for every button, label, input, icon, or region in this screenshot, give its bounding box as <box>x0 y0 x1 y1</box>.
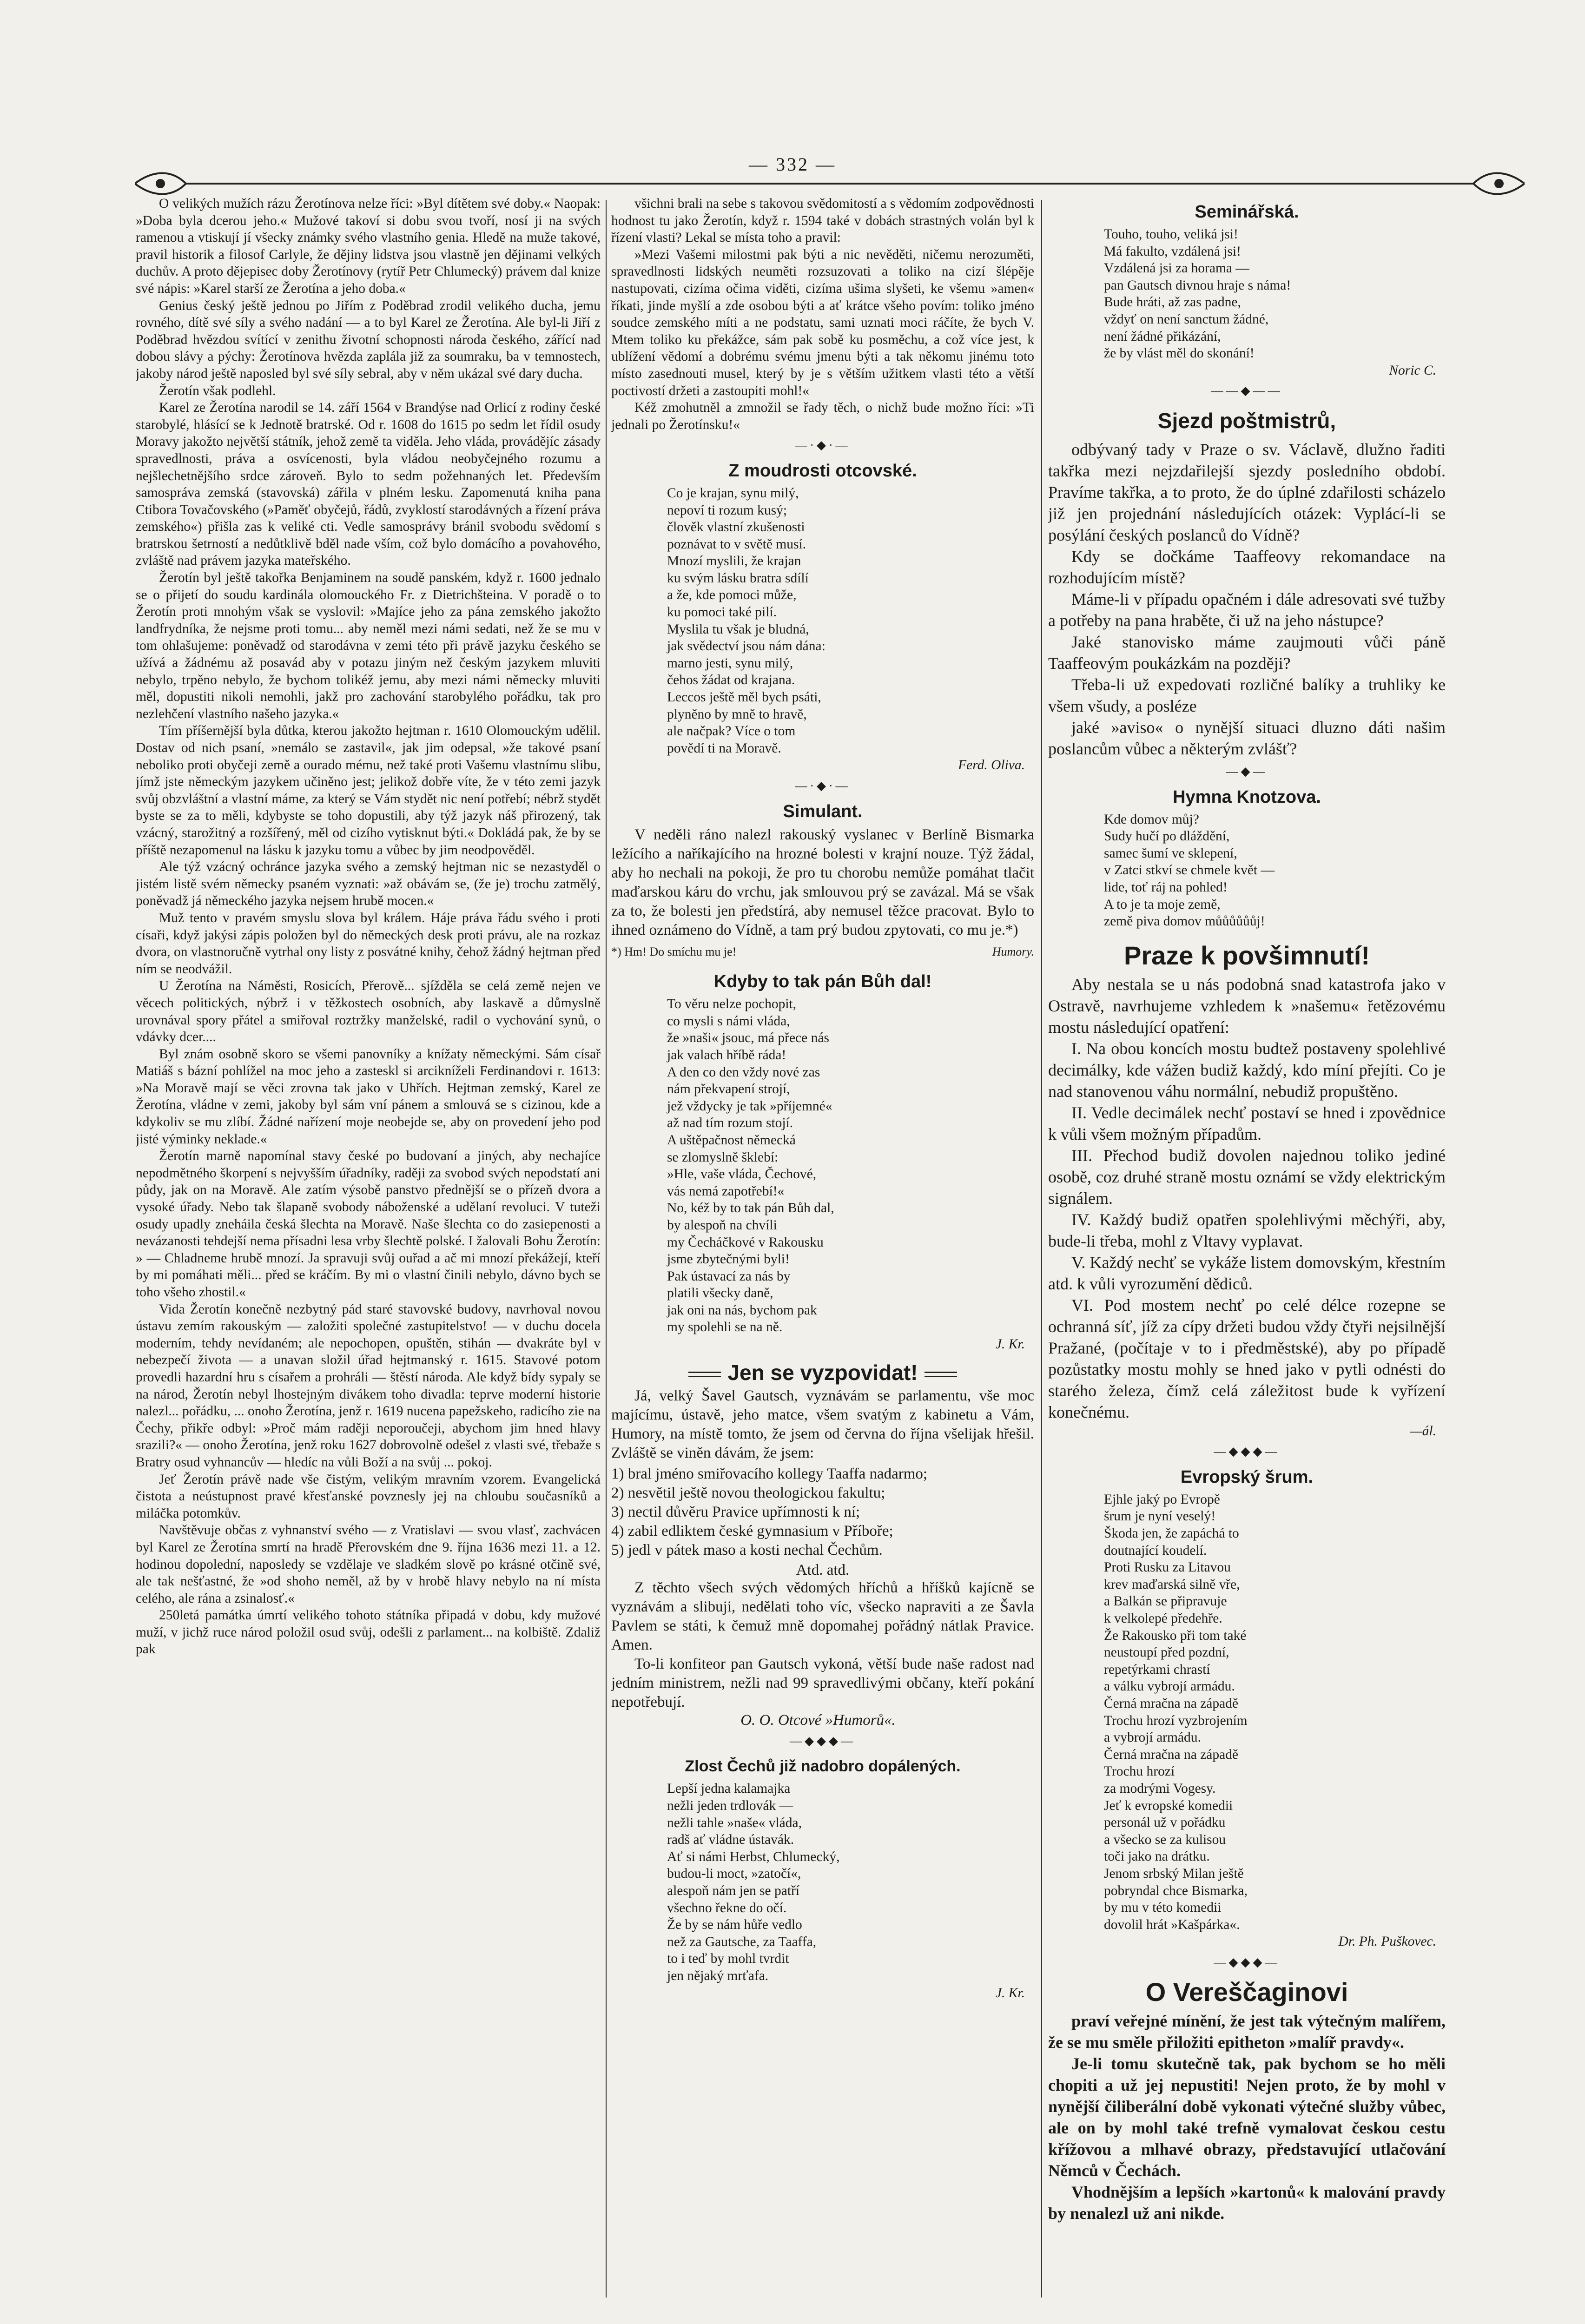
poem-line: Škoda jen, že zapáchá to <box>1104 1526 1239 1541</box>
poem-line: Co je krajan, synu milý, <box>667 485 799 501</box>
poem2-title: Kdyby to tak pán Bůh dal! <box>713 972 932 992</box>
poem-line: Sudy hučí po dláždění, <box>1104 829 1230 844</box>
article-paragraph: Karel ze Žerotína narodil se 14. září 1564 v Brandýse nad Orlicí z rodiny české starobylé, hlásící se k Jednotě bratrské. Od r. 1608 do 1615 po sedm let řídil osudy Moravy jakožto největší státník, jehož země ta viděla. Jeho vláda, provádějíc zásady spravedlnosti, práva a osvícenosti, byla vládou neobyčejného rozumu a nejšlechetnějšího srdce zároveň. Bylo to sedm požehnaných let. Především samospráva zemská (stavovská) zářila v plném lesku. Zapomenutá kniha pana Ctibora Tovačovského (»Paměť obyčejů, řádů, zvyklostí starodávných a řízení práva zemského«) přišla zas k veliké cti. Vedle samosprávy bránil svobodu svědomí s bratrskou šetrností a nedůtklivě bděl nade vším, což bylo domácího a povahového, zvláště nad právem jazyka mateřského. <box>136 400 601 568</box>
page-number: — 332 — <box>749 154 836 175</box>
poem-line: se zlomyslně šklebí: <box>667 1149 779 1165</box>
poem-line: Kde domov můj? <box>1104 812 1199 827</box>
sjezd-paragraph: Třeba-li už expedovati rozličné balíky a truhliky ke všem všudy, a posléze <box>1048 675 1446 715</box>
poem-line: alespoň nám jen se patří <box>667 1883 800 1898</box>
poem3-title: Zlost Čechů již nadobro dopálených. <box>685 1757 961 1776</box>
sjezd-paragraph: Jaké stanovisko máme zaujmouti vůči páně Taaffeovým poukázkám na později? <box>1048 632 1446 673</box>
poem-line: to i teď by mohl tvrdit <box>667 1951 789 1967</box>
poem-line: A den co den vždy nové zas <box>667 1064 820 1080</box>
poem-line: a válku vybrojí armádu. <box>1104 1679 1235 1694</box>
poem-line: poznávat to v světě musí. <box>667 536 806 552</box>
praze-item: IV. Každý budiž opatřen spolehlivými měchýři, aby, bude-li třeba, mohl z Vltavy vyplavat. <box>1048 1210 1446 1250</box>
divider-ornament: —◆◆◆— <box>790 1734 856 1748</box>
hymna-body <box>1048 811 1446 930</box>
poem-line: za modrými Vogesy. <box>1104 1781 1216 1796</box>
praze-intro: Aby nestala se u nás podobná snad katastrofa jako v Ostravě, navrhujeme vzhledem k »našemu« řetězovému mostu následující opatření: <box>1048 975 1446 1037</box>
vyzpovidat-list <box>611 1465 1034 1560</box>
poem-line: samec šumí ve sklepení, <box>1104 845 1237 861</box>
poem-line: Trochu hrozí vyzbrojením <box>1104 1713 1248 1728</box>
veresc-title: O Vereščaginovi <box>1145 1977 1348 2007</box>
poem-line: povědí ti na Moravě. <box>667 740 781 756</box>
poem-line: Mnozí myslili, že krajan <box>667 554 801 569</box>
poem-line: že by vlást měl do skonání! <box>1104 346 1255 361</box>
poem-line: co mysli s námi vláda, <box>667 1013 790 1029</box>
divider-ornament: —◆◆◆— <box>1214 1445 1280 1459</box>
column-right <box>1048 195 1446 2302</box>
poem-line: nežli jeden trdlovák — <box>667 1798 793 1814</box>
praze-item: II. Vedle decimálek nechť postaví se hned i zpovědnice k vůli všem možným případům. <box>1048 1103 1446 1143</box>
poem-line: platili všecky daně, <box>667 1286 773 1301</box>
vyzpovidat-signature: O. O. Otcové »Humorů«. <box>740 1712 896 1729</box>
poem-line: a všecko se za kulisou <box>1104 1832 1226 1847</box>
poem-line: »Hle, vaše vláda, Čechové, <box>667 1167 817 1182</box>
poem-line: Černá mračna na západě <box>1104 1696 1239 1711</box>
poem-line: čehos žádat od krajana. <box>667 673 795 688</box>
column-middle <box>611 195 1034 2302</box>
vyzpovidat-title-text: Jen se vyzpovidat! <box>727 1360 918 1385</box>
poem-line: A to je ta moje země, <box>1104 897 1221 912</box>
vyzpovidat-text: Z těchto všech svých vědomých hříchů a hříšků kajícně se vyznávám a slibuji, nedělati toho víc, všecko napraviti a ze Šavla Pavlem se státi, k čemuž mně dopomahej pořádný nátlak Pravice. Amen. <box>611 1579 1034 1654</box>
hymna-title: Hymna Knotzova. <box>1173 787 1321 807</box>
poem3-signature: J. Kr. <box>995 1985 1025 2000</box>
article-paragraph: U Žerotína na Náměsti, Rosicích, Přerově... sjížděla se celá země nejen ve věcech politických, nýbrž i v těžkostech osobních, aby laskavě a důmyslně urovnával spory přátel a smiřoval roztržky manželské, radil o vychování synů, o vdávky dcer.... <box>136 978 601 1045</box>
poem1-body <box>611 485 1034 757</box>
poem-line: země piva domov můůůůůůj! <box>1104 914 1265 929</box>
poem-line: jak valach hříbě ráda! <box>667 1047 786 1063</box>
article-paragraph: Kéž zmohutněl a zmnožil se řady těch, o nichž bude možno říci: »Ti jednali po Žerotínsku!« <box>611 400 1034 432</box>
poem-line: dovolil hrát »Kašpárka«. <box>1104 1917 1240 1932</box>
poem-line: a Balkán se připravuje <box>1104 1594 1227 1609</box>
vyzpovidat-etc: Atd. atd. <box>796 1561 850 1578</box>
article-paragraph: Genius český ještě jednou po Jiřím z Poděbrad zrodil velikého ducha, jemu rovného, dítě své síly a svého nadání — a to byl Karel ze Žerotína. Ale byl-li Jiří z Poděbrad hvězdou svítící v zenithu životní schopnosti národa českého, zářící nad dobou slávy a pýchy: Žerotínova hvězda zaplála již za soumraku, ba v temnostech, jakoby národ ještě naposled byl své síly sebral, aby v něm ukázal své dary ducha. <box>136 298 601 381</box>
article-paragraph: 250letá památka úmrtí velikého tohoto státníka připadá v dobu, kdy mužové muží, v jichž ruce národ položil osud svůj, odešli z parlament... na kolbiště. Zdaliž pak <box>136 1608 601 1657</box>
poem-line: radš ať vládne ústavák. <box>667 1832 794 1848</box>
divider-ornament: —·◆·— <box>795 779 851 792</box>
confession-item: 2) nesvětil ještě novou theologickou fakultu; <box>611 1484 885 1501</box>
poem-line: ku pomoci také pilí. <box>667 605 777 620</box>
simulant-note <box>611 944 1034 961</box>
poem-line: Že Rakousko při tom také <box>1104 1628 1247 1643</box>
poem-line: jak oni na nás, bychom pak <box>667 1302 817 1318</box>
seminarska-signature: Noric C. <box>1389 363 1436 378</box>
vyzpovidat-title <box>611 1362 1034 1383</box>
praze-item: I. Na obou koncích mostu budtež postaveny spolehlivé decimálky, kde vážen budiž každý, kdo míní přejíti. Co je nad stanovenou váhu normální, nebudiž propuštěno. <box>1048 1039 1446 1101</box>
poem-line: Ať si námi Herbst, Chlumecký, <box>667 1849 840 1864</box>
poem-line: by mu v této komedii <box>1104 1900 1222 1915</box>
poem-line: my Čecháčkové v Rakousku <box>667 1235 824 1250</box>
poem-line: Touho, touho, veliká jsi! <box>1104 227 1238 242</box>
poem-line: pobryndal chce Bismarka, <box>1104 1883 1248 1898</box>
article-paragraph: Žerotín však podlehl. <box>159 383 276 398</box>
simulant-note-sig: Humory. <box>992 944 1034 958</box>
poem-line: nežli tahle »naše« vláda, <box>667 1815 802 1830</box>
praze-title: Praze k povšimnutí! <box>1123 940 1370 970</box>
article-paragraph: Vida Žerotín konečně nezbytný pád staré stavovské budovy, navrhoval novou ústavu zemím rakouským — založiti společné zastupitelstvo! — v duchu docela moderním, tehdy nevídaném; ale nepochopen, opuštěn, stihán — dvakráte byl v nebezpečí života — a unavan složil úřad hejtmanský r. 1615. Stavové potom provedli hazardní hru s císařem a prohráli — štěstí národa. Ale když bídy sypaly se na národ, Žerotín nebyl lhostejným divákem toho divadla: teprve moderní historie nalezl... pořádku, ... onoho Žerotína, jenž r. 1619 nucena papežskeho, radicího zie na Čechy, přikře odbyl: »Proč mám raději neporoučeji, abychom jim hned hlavy srazili?« — onoho Žerotína, jenž roku 1627 dobrovolně odešel z vlasti své, třebaže s Bratry osud vyhnancův — hledíc na vůli Boží a na svůj ... pokoj. <box>136 1301 601 1470</box>
poem-line: není žádné přikázání, <box>1104 329 1221 344</box>
title-bar-left <box>688 1372 721 1377</box>
article-paragraph: Tím příšernější byla důtka, kterou jakožto hejtman r. 1610 Olomouckým udělil. Dostav od nich psaní, »nemálo se zastavil«, jak jim odepsal, »že takové psaní neboliko proti obyčeji země a ourado mému, než také proti Vašemu vlastnímu slibu, jímž jste německým jazykem učiněno jest; jelikož dobře víte, že v této zemi jazyk svůj obzvláštní a vlastní máme, za který se Vám stydět nic není potřebí; nébrž stydět byste se za to měli, kdybyste se toho dopustili, aby týž jazyk náš přirozený, tak vzácný, starožitný a rozšířený, měl od cizího vytisknut býti.« Dokládá pak, že by se příště nezapomenul na lásku k jazyku tomu a vůbec by jim neodpověděl. <box>136 723 601 858</box>
divider-ornament: —·◆·— <box>795 438 851 452</box>
poem-line: a vybrojí armádu. <box>1104 1730 1201 1745</box>
article-paragraph: »Mezi Vašemi milostmi pak býti a nic nevěděti, ničemu nerozuměti, spravedlnosti lidských neuměti rozsuzovati a toliko na cizí šlépěje nastupovati, cizíma očima viděti, cizíma ušima slyšeti, ke všemu »amen« říkati, jinde myšlí a zde osobou býti a ať krátce všeho povím: toliko jméno soudce zemského míti a ne podstatu, sami uznati moci ráčíte, že bych V. Mtem toliko ku překážce, sám pak sobě ku posměchu, a což více jest, k ublížení vědomí a dobrému svému jmenu býti a tak někomu jinému toto místo zasednouti musel, který by je s větším užitkem vlasti této a větší poctivostí držeti a zastoupiti mohl!« <box>611 247 1034 398</box>
poem-line: toči jako na drátku. <box>1104 1849 1210 1864</box>
sjezd-body <box>1048 439 1446 759</box>
veresc-body <box>1048 2010 1446 2224</box>
seminarska-body <box>1048 226 1446 362</box>
poem1-title: Z moudrosti otcovské. <box>728 461 917 481</box>
poem-line: člověk vlastní zkušenosti <box>667 520 805 535</box>
poem-line: repetýrkami chrastí <box>1104 1662 1210 1677</box>
poem-line: jež vždycky je tak »příjemné« <box>667 1098 832 1114</box>
poem-line: by alespoň na chvíli <box>667 1217 777 1233</box>
confession-item: 4) zabil edliktem české gymnasium v Příboře; <box>611 1522 893 1539</box>
poem-line: Proti Rusku za Litavou <box>1104 1560 1231 1575</box>
poem-line: Jenom srbský Milan ještě <box>1104 1866 1244 1881</box>
veresc-paragraph: Je-li tomu skutečně tak, pak bychom se ho měli chopiti a už jej nepustiti! Nejen proto, že by mohl v nynější čiliberální době vykonati výtečné služby vůbec, ale on by mohl také trefně vymalovat českou cestu křížovou a mlhavé obrazy, představující utlačování Němců v Čechách. <box>1048 2054 1446 2180</box>
divider-ornament: —◆— <box>1226 764 1268 778</box>
divider-ornament: —◆◆◆— <box>1214 1955 1280 1969</box>
article-paragraph: všichni brali na sebe s takovou svědomitostí a s vědomím zodpovědnosti hodnost tu jako Žerotín, když r. 1594 také v dobách strastných volán byl k řízení vlasti? Lekal se místa toho a pravil: <box>611 196 1034 245</box>
poem-line: nepoví ti rozum kusý; <box>667 502 787 518</box>
seminarska-title: Seminářská. <box>1195 202 1299 222</box>
confession-item: 5) jedl v pátek maso a kosti nechal Čechům. <box>611 1541 883 1558</box>
veresc-paragraph: praví veřejné mínění, že jest tak výtečným malířem, že se mu směle přiložiti epitheton »malíř pravdy«. <box>1048 2011 1446 2052</box>
poem-line: Ejhle jaký po Evropě <box>1104 1492 1220 1507</box>
poem-line: neustoupí před pozdní, <box>1104 1645 1229 1660</box>
poem-line: my spolehli se na ně. <box>667 1320 783 1335</box>
title-bar-right <box>925 1372 957 1377</box>
poem-line: Vzdálená jsi za horama — <box>1104 261 1249 276</box>
praze-signature: —ál. <box>1410 1423 1436 1439</box>
poem-line: vás nemá zapotřebí!« <box>667 1183 785 1199</box>
sjezd-title: Sjezd poštmistrů, <box>1157 408 1336 433</box>
poem3-body <box>611 1780 1034 1984</box>
sjezd-paragraph: Kdy se dočkáme Taaffeovy rekomandace na rozhodujícím místě? <box>1048 547 1446 587</box>
poem-line: doutnající koudelí. <box>1104 1543 1207 1558</box>
poem-line: ale načpak? Více o tom <box>667 724 796 739</box>
sjezd-paragraph: jaké »aviso« o nynější situaci dluzno dáti našim poslancům vůbec a některým zvlášť? <box>1048 718 1446 758</box>
poem-line: až nad tím rozum stojí. <box>667 1116 793 1131</box>
evropsky-title: Evropský šrum. <box>1180 1467 1314 1487</box>
poem-line: Bude hráti, až zas padne, <box>1104 295 1241 310</box>
poem2-signature: J. Kr. <box>995 1337 1025 1352</box>
poem-line: šrum je nyní veselý! <box>1104 1509 1216 1524</box>
poem-line: k velkolepé předehře. <box>1104 1611 1222 1626</box>
sjezd-paragraph: odbývaný tady v Praze o sv. Václavě, dlužno řaditi takřka mezi nejzdařilejší sjezdy posledního období. Pravíme takřka, a to proto, že do úplné zdařilosti scházelo již jen projednání následujících otázek: Vyplácí-li se posýlání českých poslanců do Vídně? <box>1048 440 1446 544</box>
poem-line: A uštěpačnost německá <box>667 1132 796 1148</box>
poem-line: marno jesti, synu milý, <box>667 655 793 671</box>
article-paragraph: Ale týž vzácný ochránce jazyka svého a zemský hejtman nic se nezastyděl o jistém listě svém německy psaném vyznati: »až obávám se, (že je) trochu zatmělý, poněvadž já německého jazyka nejsem hrubě mocen.« <box>136 859 601 909</box>
poem-line: jsme zbytečnými byli! <box>667 1252 790 1267</box>
article-paragraph: Muž tento v pravém smyslu slova byl králem. Háje práva řádu svého i proti císaři, když jakýsi zápis položen byl do německých desk proti právu, ale na rozkaz dvora, on vlastnoručně vytrhal ony listy z posvátné knihy, čehož žádný hejtman před ním se neodvážil. <box>136 910 601 977</box>
simulant-title: Simulant. <box>783 801 863 821</box>
poem-line: Že by se nám hůře vedlo <box>667 1917 802 1933</box>
poem-line: krev maďarská silně vře, <box>1104 1577 1240 1592</box>
column-rule-right <box>1041 200 1042 2298</box>
poem-line: Leccos ještě měl bych psáti, <box>667 690 821 705</box>
poem-line: Pak ústavací za nás by <box>667 1268 791 1284</box>
article-paragraph: Žerotín marně napomínal stavy české po budovaní a jiných, aby nechajíce nepodmětného škorpení s nejvyšším úřadníky, raději za svobod svých nepodstatí ani půdy, jak on na Moravě. Ale zatím výsobě panstvo přednější se o přízeň dvora a vysoké úřady. Nebo tak šlapaně svobody náboženské a udělaní revoluci. V tuteži osudy upadly zneháila česká šlechta na Moravě. Naše šlechta co do zasiepenosti a nevázanosti tehdejší nema přísadni lesa vrby šlechtě polské. I žalovali Bohu Žerotín: » — Chladneme hrubě mnozí. Ja spravuji svůj ouřad a ač mi mnozí překážejí, kteří by mi pomáhati měli... před se kráčím. By mi o vlastní činili nebylo, dávno bych se toho všeho zhostil.« <box>136 1149 601 1300</box>
poem-line: pan Gautsch divnou hraje s náma! <box>1104 277 1291 293</box>
confession-item: 1) bral jméno smiřovacího kollegy Taaffa nadarmo; <box>611 1465 928 1482</box>
poem-line: plyněno by mně to hravě, <box>667 706 807 722</box>
evropsky-signature: Dr. Ph. Puškovec. <box>1338 1934 1436 1949</box>
article-paragraph: Navštěvuje občas z vyhnanství svého — z Vratislavi — svou vlasť, zachvácen byl Karel ze Žerotína smrtí na hradě Přerovském dne 9. října 1636 mezi 11. a 12. hodinou dopolední, naposledy se vzdělaje ve sladkém slově po krásné otčině své, ale tak nešťastné, že »od shoho neměl, až by v hrobě hlavy nebylo na ní místa celého, ale rána a zsinalosť.« <box>136 1523 601 1606</box>
vyzpovidat-intro: Já, velký Šavel Gautsch, vyznávám se parlamentu, vše moc majícímu, ústavě, jeho matce, všem svatým z kabinetu a Vám, Humory, na místě tomto, že jsem od června do října všelijak hřešil. Zvláště se viněn dávám, že jsem: <box>611 1387 1034 1461</box>
praze-item: V. Každý nechť se vykáže listem domovským, křestním atd. k vůli vyrozumění dědiců. <box>1048 1253 1446 1293</box>
poem-line: budou-li moct, »zatočí«, <box>667 1866 801 1882</box>
praze-list <box>1048 1038 1446 1423</box>
poem-line: a že, kde pomoci může, <box>667 588 797 603</box>
article-paragraph: Žerotín byl ještě takořka Benjaminem na soudě panském, když r. 1600 jednalo se o přijetí do soudu kardinála olomouckého Fr. z Dietrichšteina. V poradě o to Žerotín proti mnohým však se vyslovil: »Majíce jeho za pána zemského jakožto landfrydníka, že nejsme proti tomu... aby neměl mezi námi sedati, než že se mu v tom ohlašujeme: poněvadž od starodávna v zemi této při právě jazyku českého se užívá a žádnému až posavád aby v potazu jiným než českým jazykem mluviti nebylo, trpěno nebylo, že bychom tolikéž jemu, aby mezi námi německy mluviti měl, dopustiti nikoli nemohli, jakž pro zachování starobylého pořádku, tak pro nezlehčení vlastního našeho jazyka.« <box>136 570 601 721</box>
article-paragraph: Byl znám osobně skoro se všemi panovníky a knížaty německými. Sám císař Matiáš s bázní pohlížel na moc jeho a zasteskl si arcikníželi Ferdinandovi r. 1613: »Na Moravě mají se věci zrovna tak jako v Uhřích. Hejtman zemský, Karel ze Žerotína, vládne v zemi, jakoby byl sám vní pánem a smlouvá se s cizinou, kde a kdykoliv se mu zlíbí. Žádné nařízení moje neobejde se, aby on provedení jeho pod jisté výminky neklade.« <box>136 1046 601 1147</box>
poem-line: No, kéž by to tak pán Bůh dal, <box>667 1201 834 1216</box>
poem-line: personál už v pořádku <box>1104 1815 1226 1830</box>
simulant-note-text: *) Hm! Do smíchu mu je! <box>611 944 737 958</box>
simulant-text: V neděli ráno nalezl rakouský vyslanec v Berlíně Bismarka ležícího a naříkajícího na hrozné bolesti v krajní nouze. Týž žádal, aby ho nechali na pokoji, že pro tu chorobu nemůže pomáhat tlačit maďarskou káru do vrchu, jak smlouvou prý se zavázal. Má se však za to, že bolesti jen předstírá, aby nemusel těžce pracovat. Bylo to ihned oznámeno do Vídně, a tam prý budou zpytovati, co mu je.*) <box>611 826 1034 938</box>
evropsky-body <box>1048 1491 1446 1933</box>
praze-item: VI. Pod mostem nechť po celé délce rozepne se ochranná síť, jíž za cípy držeti budou vždy čtyři nejsilnější Pražané, (počítaje v to i předměstské), aby po případě pozůstatky mostu mohly se hned jako v pytli odnésti do starého železa, čímž celá záležitost bude k vyřízení konečnému. <box>1048 1295 1446 1421</box>
poem-line: Má fakulto, vzdálená jsi! <box>1104 244 1241 259</box>
column-zerotin-article <box>136 195 601 2302</box>
divider-ornament: ——◆—— <box>1211 384 1283 398</box>
veresc-paragraph: Vhodnějším a lepších »kartonů« k malování pravdy by nenalezl už ani nikde. <box>1048 2182 1446 2223</box>
poem-line: Trochu hrozí <box>1104 1764 1175 1779</box>
poem1-signature: Ferd. Oliva. <box>958 758 1025 773</box>
poem-line: Jeť k evropské komedii <box>1104 1798 1233 1813</box>
article-paragraph: O velikých mužích rázu Žerotínova nelze říci: »Byl dítětem své doby.« Naopak: »Doba byla dcerou jeho.« Mužové takoví si dobu svou tvoří, nosí ji na svých ramenou a vtiskují jí všecky známky svého vlastního genia. Hledě na muže takové, pravil historik a filosof Carlyle, že dějiny lidstva jsou vlastně jen dějinami velkých duchův. A proto dějepisec doby Žerotínovy (rytíř Petr Chlumecký) právem dal knize své nápis: »Karel starší ze Žerotína a jeho doba.« <box>136 196 601 296</box>
poem-line: vždyť on není sanctum žádné, <box>1104 311 1269 327</box>
column-rule-left <box>606 200 607 2298</box>
poem-line: jak svědectví jsou nám dána: <box>667 639 826 654</box>
article-paragraph: Jeť Žerotín právě nade vše čistým, velikým mravním vzorem. Evangelická čistota a neústupnost pravé křesťanské povznesly jej na chloubu současníků a miláčka potomkův. <box>136 1472 601 1521</box>
poem-line: že »naši« jsouc, má přece nás <box>667 1030 829 1046</box>
poem-line: než za Gautsche, za Taaffa, <box>667 1934 817 1949</box>
poem-line: Lepší jedna kalamajka <box>667 1781 791 1796</box>
praze-item: III. Přechod budiž dovolen najednou toliko jediné osobě, coz druhé straně mostu oznámí se vždy elektrickým signálem. <box>1048 1146 1446 1208</box>
poem-line: lide, toť ráj na pohled! <box>1104 879 1228 895</box>
poem-line: ku svým lásku bratra sdílí <box>667 570 809 586</box>
poem-line: v Zatci stkví se chmele květ — <box>1104 863 1275 878</box>
poem-line: jen nějaký mrťafa. <box>667 1968 769 1983</box>
poem-line: Černá mračna na západě <box>1104 1747 1239 1762</box>
poem-line: Myslila tu však je bludná, <box>667 621 809 637</box>
confession-item: 3) nectil důvěru Pravice upřímnosti k ní; <box>611 1503 860 1520</box>
poem-line: nám překvapení strojí, <box>667 1082 790 1097</box>
sjezd-paragraph: Máme-li v případu opačném i dále adresovati své tužby a potřeby na pana hraběte, či už na jeho nástupce? <box>1048 589 1446 630</box>
poem2-body <box>611 996 1034 1336</box>
poem-line: To věru nelze pochopit, <box>667 997 797 1012</box>
vyzpovidat-text2: To-li konfiteor pan Gautsch vykoná, větší bude naše radost nad jedním ministrem, nežli nad 99 spravedlivými občany, kteří pokání nepotřebují. <box>611 1656 1034 1711</box>
poem-line: všechno řekne do očí. <box>667 1900 787 1915</box>
